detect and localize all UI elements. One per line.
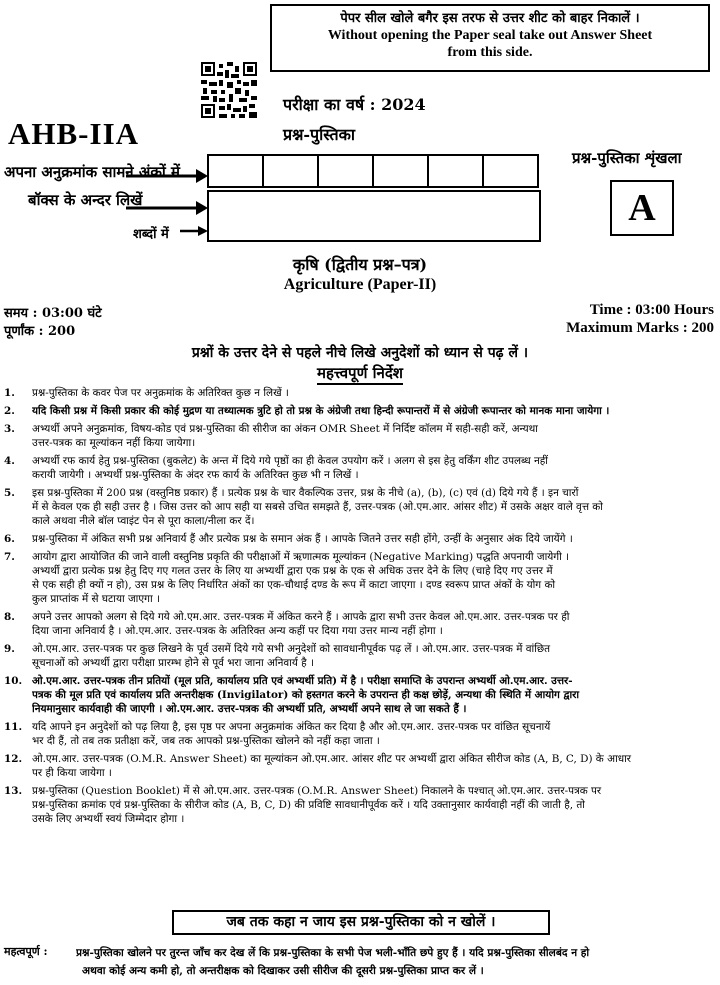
instruction-body [32, 674, 716, 716]
instruction-line: पर ही किया जायेगा । [32, 767, 112, 779]
instruction-item [4, 486, 716, 528]
instruction-line: अभ्यर्थी द्वारा प्रत्येक प्रश्न हेतु दिए गए गलत उत्तर के लिए या अभ्यर्थी द्वारा एक प्रश्न के एक से अधिक उत्तर देने के लिए (चाहे दिए गए उत्तर में [32, 565, 553, 577]
instruction-line: कुल प्राप्तांक में से घटाया जाएगा । [32, 593, 160, 605]
instruction-line: में से केवल एक ही सही उत्तर है । जिस उत्तर को आप सही या सबसे उचित समझते हैं, उत्तर-पत्रक (ओ.एम.आर. आंसर शीट) में उसके अक्षर वाले वृत्त को [32, 501, 603, 513]
instruction-body [32, 550, 716, 606]
roll-digit-cell-5[interactable] [427, 154, 484, 188]
arrow-right-icon [180, 224, 208, 238]
instruction-line: इस प्रश्न-पुस्तिका में 200 प्रश्न (वस्तुनिष्ठ प्रकार) हैं । प्रत्येक प्रश्न के चार वैकल्पिक उत्तर, प्रश्न के नीचे (a), (b), (c) एवं (d) दिये गये हैं । इन चारों [32, 487, 579, 499]
roll-number-words-box[interactable] [207, 190, 541, 242]
instruction-item [4, 610, 716, 638]
instruction-line: प्रश्न-पुस्तिका में अंकित सभी प्रश्न अनिवार्य हैं और प्रत्येक प्रश्न के समान अंक हैं । आपके जितने उत्तर सही होंगे, उन्हीं के अनुसार अंक दिये जायेंगे । [32, 533, 573, 545]
important-heading-text: महत्त्वपूर्ण निर्देश [317, 364, 403, 385]
instruction-item [4, 642, 716, 670]
qr-code [201, 62, 257, 118]
instruction-body [32, 486, 716, 528]
paper-code: AHB-IIA [8, 116, 140, 151]
instruction-line: नियमानुसार कार्यवाही की जाएगी । ओ.एम.आर. उत्तर-पत्रक की अभ्यर्थी प्रति, अभ्यर्थी अपने साथ ले जा सकते हैं । [32, 703, 467, 715]
instruction-line: से एक सही ही क्यों न हो), उस प्रश्न के लिए निर्धारित अंकों का एक-चौथाई दण्ड के रूप में काटा जाएगा । दण्ड स्वरूप प्राप्त अंकों के योग को [32, 579, 556, 591]
instruction-body [32, 422, 716, 450]
seal-notice-box [270, 4, 710, 72]
roll-number-digit-boxes [207, 154, 537, 188]
seal-notice-hindi: पेपर सील खोले बगैर इस तरफ से उत्तर शीट को बाहर निकालें । [340, 11, 640, 26]
instruction-item [4, 532, 716, 546]
marks-hindi: पूर्णांक : 200 [4, 324, 76, 339]
instruction-body [32, 752, 716, 780]
instruction-body [32, 404, 716, 418]
instruction-item [4, 454, 716, 482]
instruction-number: 13. [4, 785, 23, 797]
instruction-item [4, 422, 716, 450]
instruction-line: पत्रक की मूल प्रति एवं कार्यालय प्रति अन्तरीक्षक (Invigilator) को हस्तगत करने के उपरान्त ही कक्ष छोड़ें, अन्यथा की स्थिति में आयोग द्वारा [32, 689, 580, 701]
booklet-title: प्रश्न-पुस्तिका [283, 125, 356, 144]
instruction-item [4, 404, 716, 418]
instruction-body [32, 784, 716, 826]
roll-digit-cell-2[interactable] [262, 154, 319, 188]
important-heading [0, 363, 720, 383]
roll-digit-cell-3[interactable] [317, 154, 374, 188]
instruction-body [32, 720, 716, 748]
instruction-item [4, 720, 716, 748]
marks-english: Maximum Marks : 200 [566, 320, 714, 336]
instruction-line: प्रश्न-पुस्तिका के कवर पेज पर अनुक्रमांक के अतिरिक्त कुछ न लिखें । [32, 387, 289, 399]
instruction-line: दिया जाना अनिवार्य है । ओ.एम.आर. उत्तर-पत्रक के अतिरिक्त अन्य कहीं पर दिया गया उत्तर मान्य नहीं होगा । [32, 625, 443, 637]
roll-digit-cell-1[interactable] [207, 154, 264, 188]
instruction-number: 9. [4, 643, 15, 655]
time-hindi: समय : 03:00 घंटे [4, 306, 102, 321]
instruction-line: आयोग द्वारा आयोजित की जाने वाली वस्तुनिष्ठ प्रकृति की परीक्षाओं में ऋणात्मक मूल्यांकन (Negative Marking) पद्धति अपनायी जायेगी । [32, 551, 570, 563]
instruction-line: भर दी हैं, तो तब तक प्रतीक्षा करें, जब तक आपको प्रश्न-पुस्तिका खोलने को नहीं कहा जाता । [32, 735, 380, 747]
read-instruction: प्रश्नों के उत्तर देने से पहले नीचे लिखे अनुदेशों को ध्यान से पढ़ लें । [191, 345, 529, 361]
instruction-line: काले अथवा नीले बॉल प्वाइंट पेन से पूरा काला/नीला कर दें। [32, 515, 255, 527]
instruction-line: उत्तर-पत्रक का मूल्यांकन नहीं किया जायेगा। [32, 437, 196, 449]
roll-instruction-line1: अपना अनुक्रमांक सामने अंकों में [4, 163, 180, 181]
instruction-number: 2. [4, 405, 15, 417]
roll-instruction-line2: बॉक्स के अन्दर लिखें [28, 191, 143, 209]
instruction-body [32, 386, 716, 400]
important-note-line2: अथवा कोई अन्य कमी हो, तो अन्तरीक्षक को दिखाकर उसी सीरीज की दूसरी प्रश्न-पुस्तिका प्राप्त कर लें । [82, 965, 484, 977]
instruction-body [32, 642, 716, 670]
instruction-body [32, 610, 716, 638]
instruction-line: प्रश्न-पुस्तिका (Question Booklet) में से ओ.एम.आर. उत्तर-पत्रक (O.M.R. Answer Sheet) निकालने के पश्चात् ओ.एम.आर. उत्तर-पत्रक पर [32, 785, 602, 797]
instruction-number: 3. [4, 423, 15, 435]
roll-digit-cell-6[interactable] [482, 154, 539, 188]
instruction-line: उसके लिए अभ्यर्थी स्वयं जिम्मेदार होगा । [32, 813, 185, 825]
instruction-line: यदि आपने इन अनुदेशों को पढ़ लिया है, इस पृष्ठ पर अपना अनुक्रमांक अंकित कर दिया है और ओ.एम.आर. उत्तर-पत्रक पर वांछित सूचनायें [32, 721, 551, 733]
instruction-item [4, 752, 716, 780]
instruction-line: करायी जायेगी । अभ्यर्थी प्रश्न-पुस्तिका के अंदर रफ कार्य के अतिरिक्त कुछ भी न लिखें । [32, 469, 359, 481]
instruction-line: अभ्यर्थी अपने अनुक्रमांक, विषय-कोड एवं प्रश्न-पुस्तिका की सीरीज का अंकन OMR Sheet में निर्दिष्ट कॉलम में सही-सही करें, अन्यथा [32, 423, 538, 435]
instruction-number: 5. [4, 487, 15, 499]
subject-hindi: कृषि (द्वितीय प्रश्न–पत्र) [292, 255, 428, 274]
instruction-item [4, 386, 716, 400]
subject-english: Agriculture (Paper-II) [283, 276, 437, 293]
seal-notice-english-1: Without opening the Paper seal take out Answer Sheet [327, 28, 653, 43]
instruction-number: 12. [4, 753, 23, 765]
instruction-body [32, 532, 716, 546]
series-box: A [610, 180, 674, 236]
important-note-label: महत्वपूर्ण : [4, 945, 48, 958]
exam-year: परीक्षा का वर्ष : 2024 [283, 95, 426, 114]
instruction-line: अभ्यर्थी रफ कार्य हेतु प्रश्न-पुस्तिका (बुकलेट) के अन्त में दिये गये पृष्ठों का ही केवल उपयोग करें । अलग से इस हेतु वर्किंग शीट उपलब्ध नहीं [32, 455, 548, 467]
instruction-item [4, 784, 716, 826]
instruction-line: यदि किसी प्रश्न में किसी प्रकार की कोई मुद्रण या तथ्यात्मक त्रुटि हो तो प्रश्न के अंग्रेजी तथा हिन्दी रूपान्तरों में से अंग्रेजी रूपान्तर को मानक माना जायेगा । [32, 405, 610, 417]
instruction-number: 7. [4, 551, 15, 563]
closing-notice: जब तक कहा न जाय इस प्रश्न-पुस्तिका को न खोलें । [172, 910, 550, 935]
roll-words-label: शब्दों में [133, 227, 169, 242]
series-label: प्रश्न-पुस्तिका शृंखला [572, 149, 682, 167]
instruction-number: 8. [4, 611, 15, 623]
instruction-line: प्रश्न-पुस्तिका क्रमांक एवं प्रश्न-पुस्तिका के सीरीज कोड (A, B, C, D) की प्रविष्टि सावधानीपूर्वक करें । यदि उक्तानुसार कार्यवाही नहीं की जाती है, तो [32, 799, 585, 811]
instruction-line: ओ.एम.आर. उत्तर-पत्रक (O.M.R. Answer Sheet) का मूल्यांकन ओ.एम.आर. आंसर शीट पर अभ्यर्थी द्वारा अंकित सीरीज कोड (A, B, C, D) के आधार [32, 753, 632, 765]
seal-notice-english-2: from this side. [447, 45, 533, 60]
arrow-right-icon [126, 166, 208, 186]
important-note-line1: प्रश्न-पुस्तिका खोलने पर तुरन्त जाँच कर देख लें कि प्रश्न-पुस्तिका के सभी पेज भली-भाँति छपे हुए हैं । यदि प्रश्न-पुस्तिका सीलबंद न हो [76, 947, 590, 959]
instruction-list [4, 386, 716, 830]
instruction-line: ओ.एम.आर. उत्तर-पत्रक पर कुछ लिखने के पूर्व उसमें दिये गये सभी अनुदेशों को सावधानीपूर्वक पढ़ लें । ओ.एम.आर. उत्तर-पत्रक में वांछित [32, 643, 551, 655]
important-note-text [76, 944, 716, 980]
time-english: Time : 03:00 Hours [589, 302, 714, 318]
arrow-right-icon [126, 198, 208, 218]
instruction-number: 6. [4, 533, 15, 545]
instruction-line: सूचनाओं को अभ्यर्थी द्वारा परीक्षा प्रारम्भ होने से पूर्व भरा जाना अनिवार्य है । [32, 657, 314, 669]
instruction-number: 11. [4, 721, 23, 733]
instruction-item [4, 550, 716, 606]
instruction-line: अपने उत्तर आपको अलग से दिये गये ओ.एम.आर. उत्तर-पत्रक में अंकित करने हैं । आपके द्वारा सभी उत्तर केवल ओ.एम.आर. उत्तर-पत्रक पर ही [32, 611, 570, 623]
instruction-line: ओ.एम.आर. उत्तर-पत्रक तीन प्रतियों (मूल प्रति, कार्यालय प्रति एवं अभ्यर्थी प्रति) में है । परीक्षा समाप्ति के उपरान्त अभ्यर्थी ओ.एम.आर. उत्तर- [32, 675, 573, 687]
instruction-body [32, 454, 716, 482]
instruction-number: 4. [4, 455, 15, 467]
instruction-number: 1. [4, 387, 15, 399]
instruction-item [4, 674, 716, 716]
roll-digit-cell-4[interactable] [372, 154, 429, 188]
instruction-number: 10. [4, 675, 23, 687]
